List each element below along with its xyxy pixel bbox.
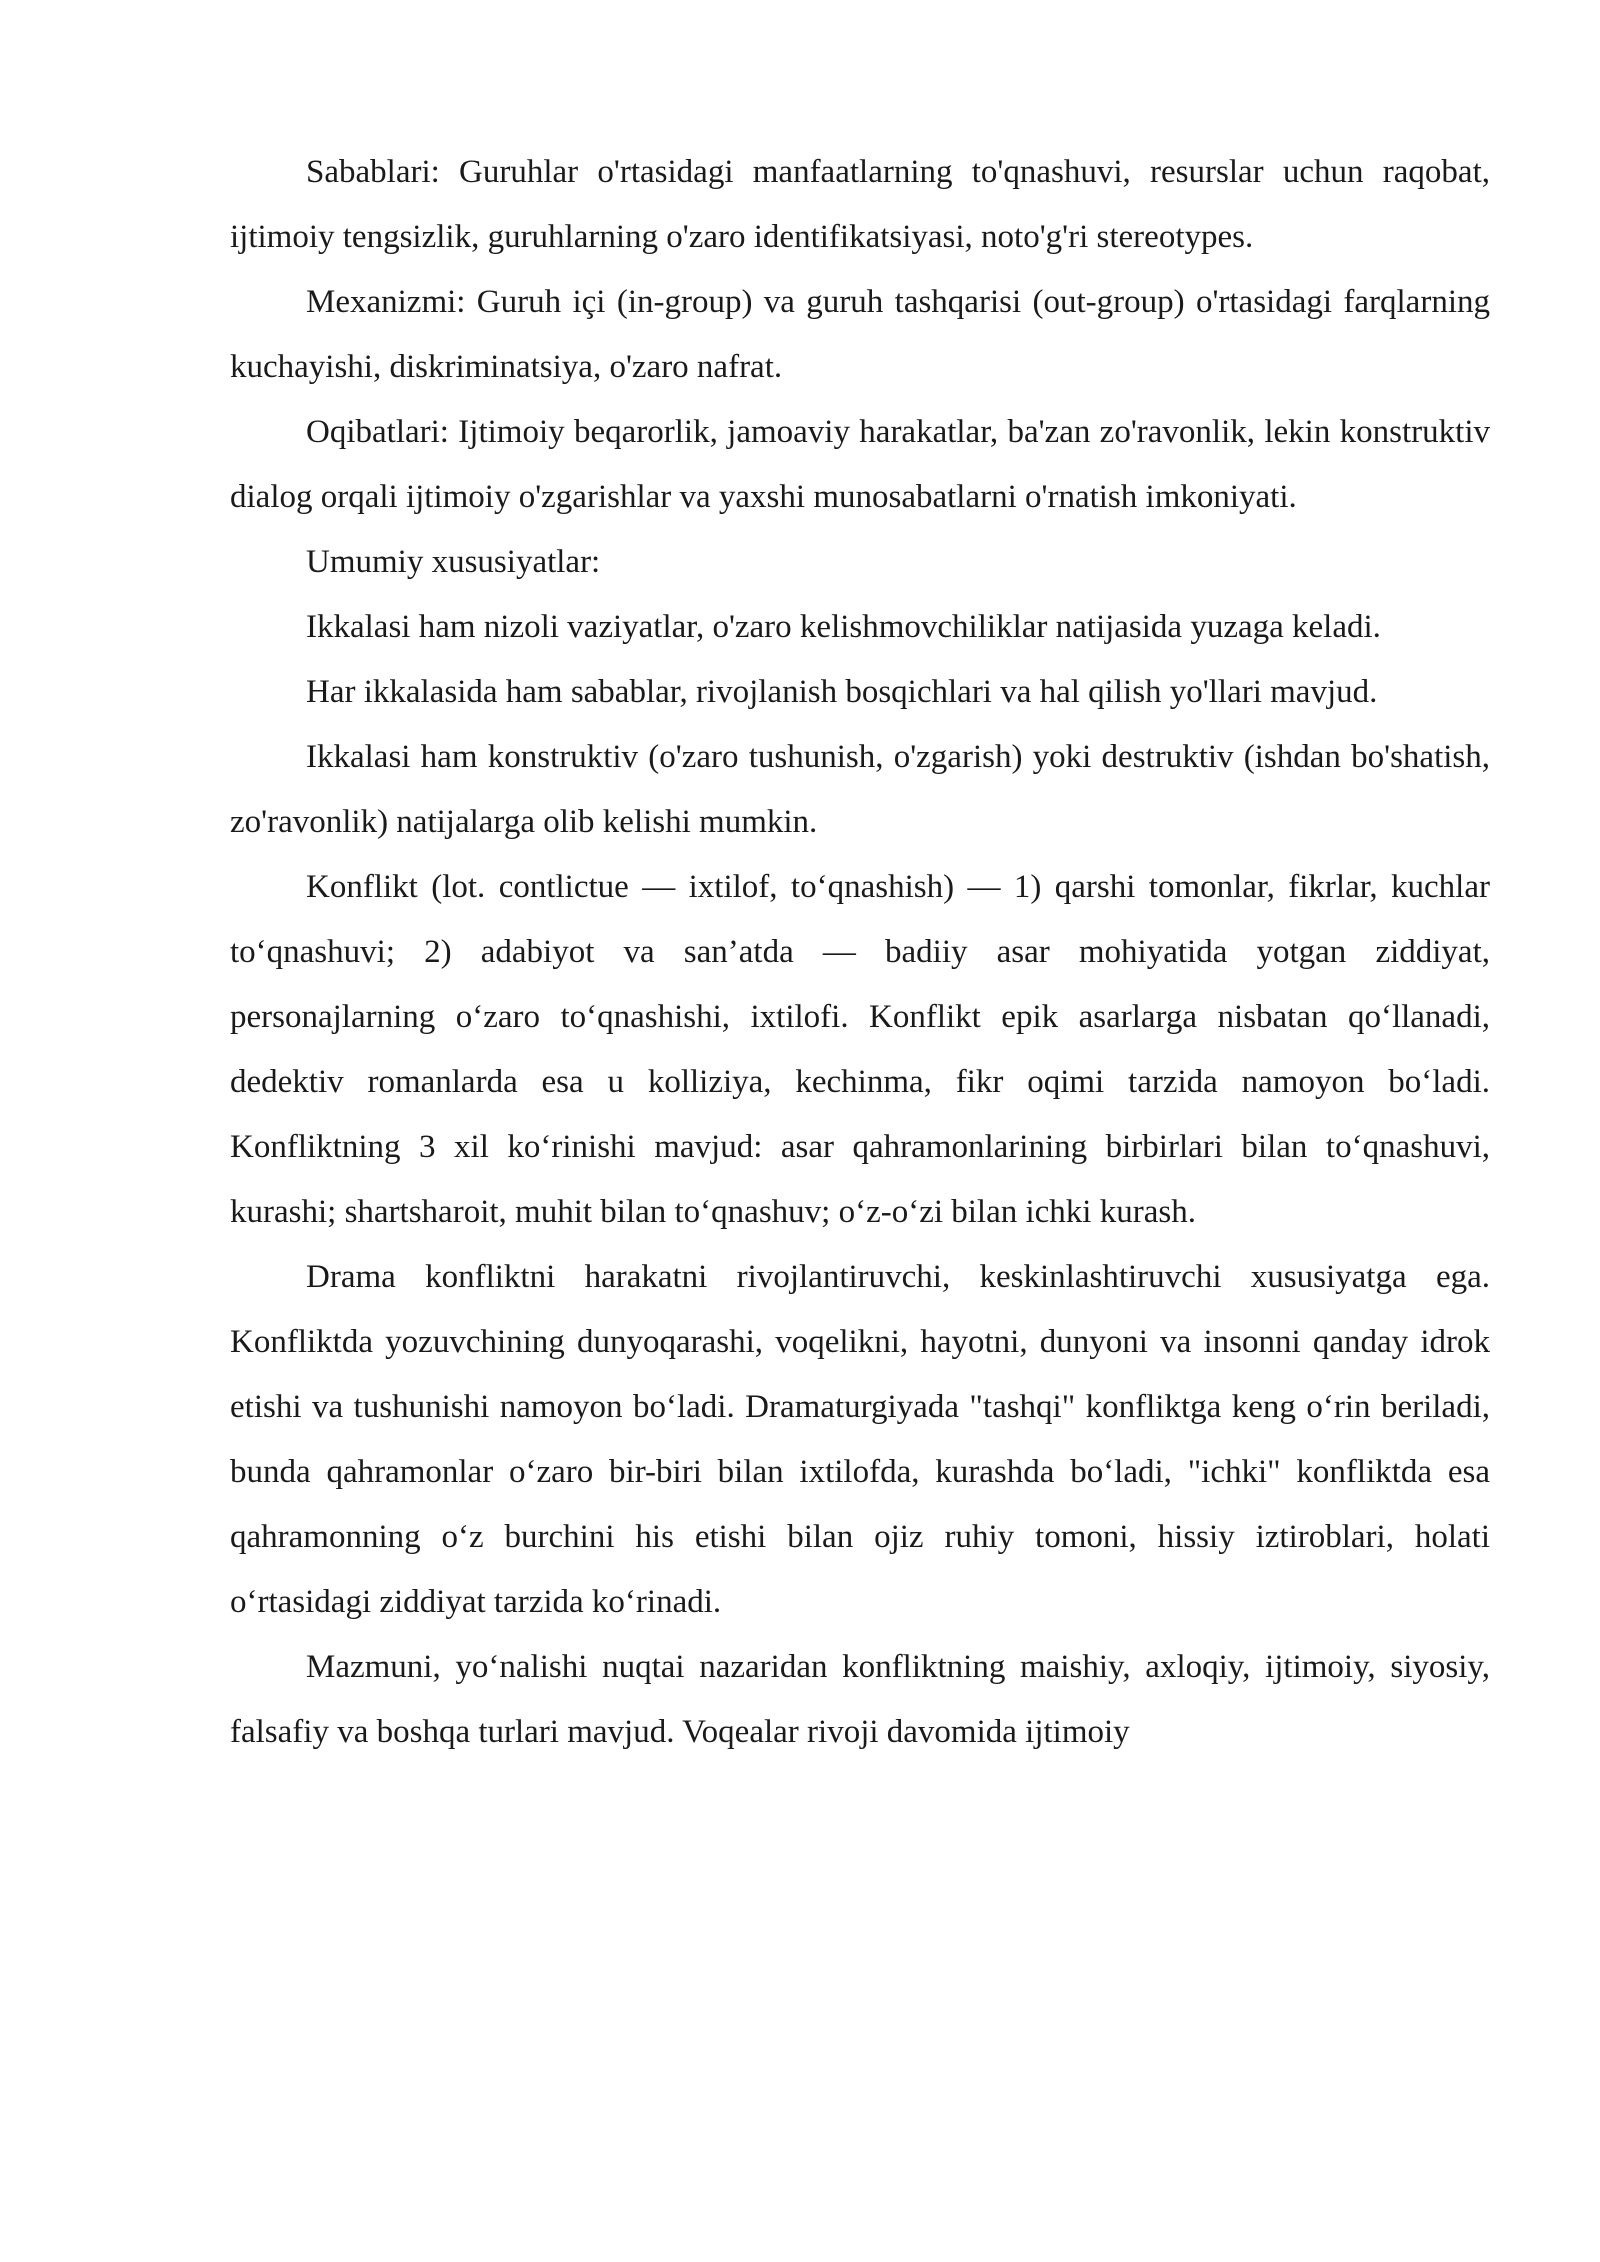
paragraph-oqibatlari: Oqibatlari: Ijtimoiy beqarorlik, jamoaviy harakatlar, ba'zan zo'ravonlik, lekin konstruktiv dialog orqali ijtimoiy o'zgarishlar va yaxshi munosabatlarni o'rnatish imkoniyati. — [230, 414, 1490, 515]
paragraph-drama-konflikt: Drama konfliktni harakatni rivojlantiruvchi, keskinlashtiruvchi xususiyatga ega. Konfliktda yozuvchining dunyoqarashi, voqelikni, hayotni, dunyoni va insonni qanday idrok etishi va tushunishi namoyon bo‘ladi. Dramaturgiyada "tashqi" konfliktga keng o‘rin beriladi, bunda qahramonlar o‘zaro bir-biri bilan ixtilofda, kurashda bo‘ladi, "ichki" konfliktda esa qahramonning o‘z burchini his etishi bilan ojiz ruhiy tomoni, hissiy iztiroblari, holati o‘rtasidagi ziddiyat tarzida ko‘rinadi. — [230, 1259, 1490, 1620]
paragraph-common-3: Ikkalasi ham konstruktiv (o'zaro tushunish, o'zgarish) yoki destruktiv (ishdan bo'shatish, zo'ravonlik) natijalarga olib kelishi mumkin. — [230, 739, 1490, 840]
document-body — [230, 140, 1490, 1765]
paragraph-umumiy-heading: Umumiy xususiyatlar: — [306, 544, 601, 580]
paragraph-common-1: Ikkalasi ham nizoli vaziyatlar, o'zaro kelishmovchiliklar natijasida yuzaga keladi. — [306, 609, 1381, 645]
paragraph-mazmuni: Mazmuni, yo‘nalishi nuqtai nazaridan konfliktning maishiy, axloqiy, ijtimoiy, siyosiy, falsafiy va boshqa turlari mavjud. Voqealar rivoji davomida ijtimoiy — [230, 1649, 1490, 1750]
paragraph-konflikt-definition: Konflikt (lot. contlictue — ixtilof, to‘qnashish) — 1) qarshi tomonlar, fikrlar, kuchlar to‘qnashuvi; 2) adabiyot va san’atda — badiiy asar mohiyatida yotgan ziddiyat, personajlarning o‘zaro to‘qnashishi, ixtilofi. Konflikt epik asarlarga nisbatan qo‘llanadi, dedektiv romanlarda esa u kolliziya, kechinma, fikr oqimi tarzida namoyon bo‘ladi. Konfliktning 3 xil ko‘rinishi mavjud: asar qahramonlarining birbirlari bilan to‘qnashuvi, kurashi; shartsharoit, muhit bilan to‘qnashuv; o‘z-o‘zi bilan ichki kurash. — [230, 869, 1490, 1230]
paragraph-sabablari: Sabablari: Guruhlar o'rtasidagi manfaatlarning to'qnashuvi, resurslar uchun raqobat, ijtimoiy tengsizlik, guruhlarning o'zaro identifikatsiyasi, noto'g'ri stereotypes. — [230, 154, 1490, 255]
paragraph-common-2: Har ikkalasida ham sabablar, rivojlanish bosqichlari va hal qilish yo'llari mavjud. — [306, 674, 1378, 710]
paragraph-mexanizmi: Mexanizmi: Guruh içi (in-group) va guruh tashqarisi (out-group) o'rtasidagi farqlarning kuchayishi, diskriminatsiya, o'zaro nafrat. — [230, 284, 1490, 385]
